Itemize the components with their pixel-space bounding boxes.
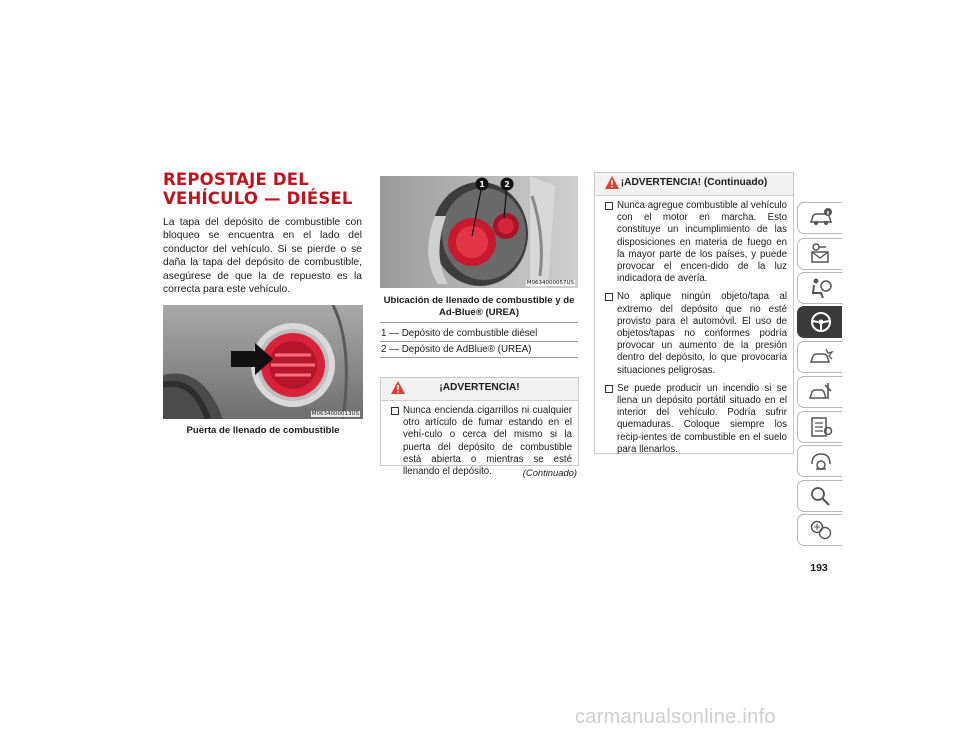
warning-item-text: No aplique ningún objeto/tapa al extremo del depósito que no esté provisto para el automóvil. El uso de objetos/tapas no conformes podría provocar un aumento de la presión dentro del depósito, lo que provocaría situaciones peligrosas. [617, 291, 787, 376]
section-title-line-2: VEHÍCULO — DIÉSEL [163, 189, 353, 208]
warning-item [603, 383, 787, 456]
legend-rule-mid [380, 341, 578, 342]
legend-rule-bottom [380, 357, 578, 358]
legend-item-2: 2 — Depósito de AdBlue® (UREA) [381, 344, 532, 355]
languages-icon [808, 519, 834, 541]
bullet-box-icon [391, 407, 399, 415]
tab-keys[interactable] [797, 238, 842, 270]
legend-item-1: 1 — Depósito de combustible diésel [381, 328, 538, 339]
fuel-door-figure [163, 305, 363, 419]
warning-title: ¡ADVERTENCIA! (Continuado) [620, 177, 768, 188]
section-title-line-1: REPOSTAJE DEL [163, 170, 309, 189]
bullet-box-icon [605, 202, 613, 210]
tab-getting-to-know[interactable] [797, 202, 842, 234]
bullet-box-icon [605, 293, 613, 301]
fuel-door-illustration [163, 305, 363, 419]
figure-caption: Puerta de llenado de combustible [186, 425, 340, 436]
page-number: 193 [810, 562, 828, 574]
tab-specifications[interactable] [797, 411, 842, 443]
warning-header [381, 378, 578, 401]
figure-code: M0634000057US [526, 280, 574, 286]
continued-label: (Continuado) [522, 467, 577, 478]
spec-list-icon [808, 416, 834, 438]
warning-box-continued [594, 172, 794, 454]
warning-item-text: Se puede producir un incendio si se llena un depósito portátil situado en el interior del vehículo. Podría sufrir quemaduras. Coloque siempre los recip-ientes de combustible en el suelo para llenarlos. [617, 382, 787, 455]
key-envelope-icon [808, 243, 834, 265]
legend-rule-top [380, 322, 578, 323]
footer-watermark-url[interactable]: carmanualsonline.info [575, 706, 776, 728]
tab-languages[interactable] [797, 514, 842, 546]
car-tools-icon [808, 381, 834, 403]
warning-body [595, 196, 793, 456]
tab-starting-operating[interactable] [797, 306, 842, 338]
tab-multimedia[interactable] [797, 445, 842, 477]
fuel-adblue-illustration [380, 176, 578, 288]
callout-1: 1 [479, 180, 485, 189]
intro-paragraph: La tapa del depósito de combustible con bloqueo se encuentra en el lado del conductor del vehículo. Si se pierde o se daña la tapa del depósito de combustible, asegúrese de que la de repuesto es la correcta para este vehículo. [163, 217, 362, 296]
steering-wheel-icon [808, 311, 834, 333]
warning-item-text: Nunca encienda cigarrillos ni cualquier otro artículo de fumar estando en el vehí-culo o cerca del mismo si la puerta del depósito de combustible está abierta o mientras se esté llenando el depósito. [403, 405, 572, 478]
warning-item [603, 200, 787, 285]
multimedia-icon [808, 450, 834, 472]
warning-item [603, 291, 787, 376]
airbag-seat-icon [808, 277, 834, 299]
figure-code: M0634000013US [311, 411, 359, 417]
figure-caption: Ubicación de llenado de combustible y de Ad-Blue® (UREA) [383, 295, 575, 318]
car-info-icon [808, 207, 834, 229]
bullet-box-icon [605, 385, 613, 393]
warning-header [595, 173, 793, 196]
warning-title: ¡ADVERTENCIA! [439, 382, 520, 393]
tab-index[interactable] [797, 480, 842, 512]
car-crash-icon [808, 346, 834, 368]
callout-2: 2 [504, 180, 510, 189]
tab-servicing[interactable] [797, 376, 842, 408]
magnifier-icon [808, 485, 834, 507]
tab-safety[interactable] [797, 272, 842, 304]
fuel-adblue-figure [380, 176, 578, 288]
warning-item-text: Nunca agregue combustible al vehículo con el motor en marcha. Esto constituye un incumplimiento de las disposiciones en materia de fuego en la mayor parte de los países, y puede provocar el encen-dido de la luz indicadora de avería. [617, 200, 787, 285]
section-title [163, 170, 363, 208]
tab-emergency[interactable] [797, 341, 842, 373]
